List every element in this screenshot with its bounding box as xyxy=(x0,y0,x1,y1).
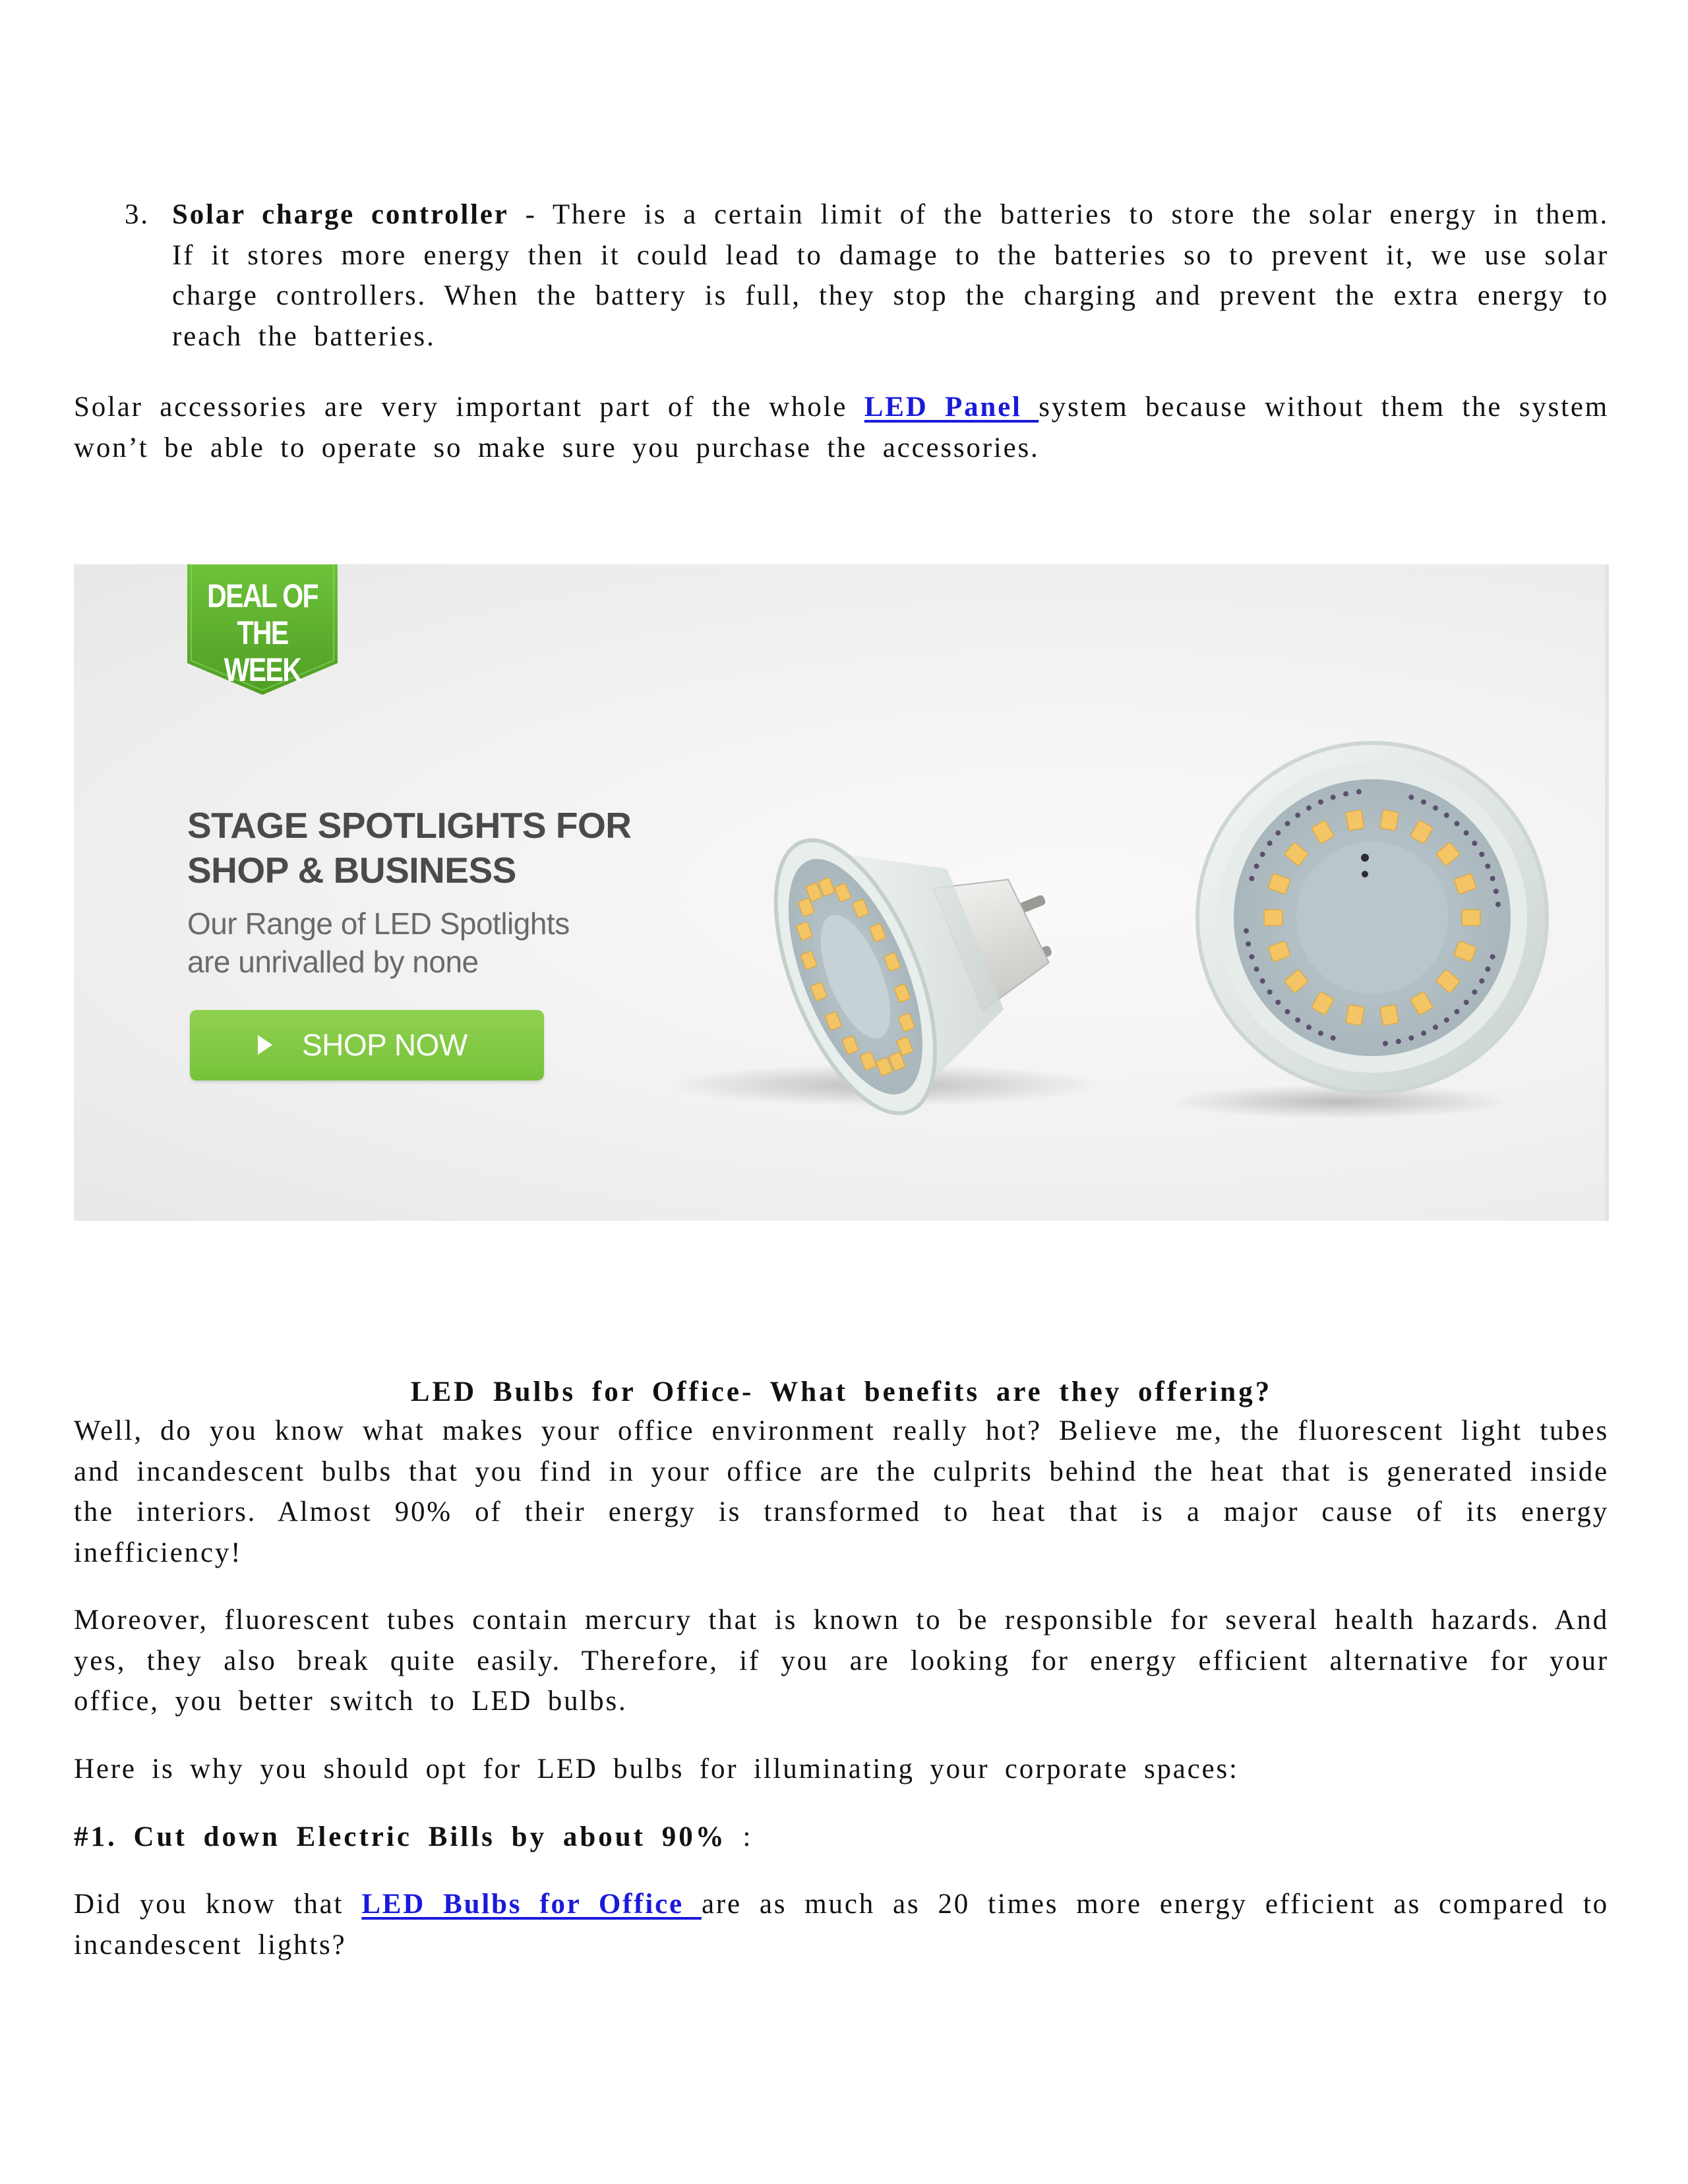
solder-dot xyxy=(1267,989,1273,995)
solder-dot xyxy=(1464,831,1469,836)
solder-dot xyxy=(1479,978,1484,984)
solder-dot xyxy=(1493,889,1499,894)
list-item-term: Solar charge controller xyxy=(172,199,509,230)
paragraph-solar-accessories xyxy=(74,387,1609,468)
solder-dot xyxy=(1285,821,1290,826)
point-1-title: #1. Cut down Electric Bills by about 90% xyxy=(74,1821,727,1852)
led-spotlight-bulbs-image xyxy=(74,564,1609,1221)
paragraph-why-led: Here is why you should opt for LED bulbs for illuminating your corporate spaces: xyxy=(74,1754,1239,1785)
badge-line-2: THE WEEK xyxy=(224,614,301,688)
led-chip xyxy=(1462,910,1480,926)
solder-dot xyxy=(1331,794,1336,800)
solder-dot xyxy=(1485,966,1490,972)
led-chip xyxy=(1346,810,1364,831)
text-segment: Solar accessories are very important part of the whole xyxy=(74,392,864,423)
led-bulbs-for-office-link[interactable]: LED Bulbs for Office xyxy=(361,1889,702,1920)
solder-dot xyxy=(1275,831,1281,836)
paragraph-office-heat: Well, do you know what makes your office environment really hot? Believe me, the fluorescent light tubes and incandescent bulbs that you find in your office are the culprits behind the heat that is generated inside the interiors. Almost 90% of their energy is transformed to heat that is a major cause of its energy inefficiency! xyxy=(74,1415,1609,1568)
solder-dot xyxy=(1433,806,1438,811)
solder-dot xyxy=(1454,821,1459,826)
shop-now-label: SHOP NOW xyxy=(302,1028,467,1062)
solder-dot xyxy=(1285,1009,1290,1015)
solder-dot xyxy=(1433,1024,1438,1030)
point-1-heading xyxy=(74,1817,1609,1858)
list-item-description: - There is a certain limit of the batteries to store the solar energy in them. If it stores more energy then it could lead to damage to the batteries so to prevent it, we use solar charge controllers. When the battery is full, they stop the charging and prevent the extra energy to reach the batteries. xyxy=(172,199,1609,352)
solder-dot xyxy=(1408,1036,1414,1041)
banner-subtitle-line-1: Our Range of LED Spotlights xyxy=(187,906,570,941)
banner-headline-line-2: SHOP & BUSINESS xyxy=(187,850,516,891)
solder-dot xyxy=(1490,954,1495,959)
solder-dot xyxy=(1254,864,1259,869)
led-chip xyxy=(1264,910,1282,926)
banner-subtitle-line-2: are unrivalled by none xyxy=(187,945,479,979)
solder-dot xyxy=(1249,954,1254,959)
solder-dot xyxy=(1246,941,1251,947)
solder-dot xyxy=(1306,1024,1311,1030)
list-number: 3. xyxy=(125,199,150,230)
solder-dot xyxy=(1295,813,1300,818)
solder-dot xyxy=(1267,841,1273,846)
solder-dot xyxy=(1444,1017,1449,1022)
solder-dot xyxy=(1479,852,1484,857)
solder-dot xyxy=(1421,1030,1426,1036)
deal-of-the-week-banner[interactable] xyxy=(74,564,1609,1221)
solder-dot xyxy=(1275,999,1281,1005)
solder-dot xyxy=(1260,852,1265,857)
text-segment: Did you know that xyxy=(74,1889,362,1920)
led-chip xyxy=(1346,1005,1364,1026)
solder-dot xyxy=(1249,876,1254,881)
solder-dot xyxy=(1331,1036,1336,1041)
solder-dot xyxy=(1472,841,1477,846)
banner-headline-line-1: STAGE SPOTLIGHTS FOR xyxy=(187,805,632,846)
led-chip xyxy=(1380,810,1399,831)
right-spotlight xyxy=(1197,743,1547,1092)
solder-dot xyxy=(1421,800,1426,805)
solder-dot xyxy=(1495,902,1501,907)
solder-dot xyxy=(1454,1009,1459,1015)
section-heading: LED Bulbs for Office- What benefits are they offering? xyxy=(410,1376,1273,1407)
text-segment: system because without them the system won’t be able to operate so make sure you purchase the accessories. xyxy=(74,392,1609,463)
solder-dot xyxy=(1318,1030,1323,1036)
solder-dot xyxy=(1343,791,1348,796)
solder-dot xyxy=(1260,978,1265,984)
solder-dot xyxy=(1485,864,1490,869)
solder-dot xyxy=(1244,928,1249,933)
solder-dot xyxy=(1490,876,1495,881)
solder-dot xyxy=(1356,789,1362,794)
solder-dot xyxy=(1254,966,1259,972)
solder-dot xyxy=(1295,1017,1300,1022)
solder-dot xyxy=(1472,989,1477,995)
paragraph-energy-efficient xyxy=(74,1884,1609,1965)
solder-dot xyxy=(1444,813,1449,818)
led-panel-link[interactable]: LED Panel xyxy=(864,392,1039,423)
solder-dot xyxy=(1408,794,1414,800)
badge-line-1: DEAL OF xyxy=(207,577,318,614)
list-item-text xyxy=(172,194,1609,357)
solder-dot xyxy=(1306,806,1311,811)
solder-dot xyxy=(1464,999,1469,1005)
solder-dot xyxy=(1383,1041,1388,1046)
solder-dot xyxy=(1318,800,1323,805)
solder-dot xyxy=(1396,1039,1401,1044)
paragraph-mercury: Moreover, fluorescent tubes contain mercury that is known to be responsible for several health hazards. And yes, they also break quite easily. Therefore, if you are looking for energy efficient alternative for your office, you better switch to LED bulbs. xyxy=(74,1605,1609,1717)
point-1-colon: : xyxy=(726,1821,754,1852)
text-segment: are as much as 20 times more energy efficient as compared to incandescent lights? xyxy=(74,1889,1609,1961)
led-chip xyxy=(1380,1005,1399,1026)
